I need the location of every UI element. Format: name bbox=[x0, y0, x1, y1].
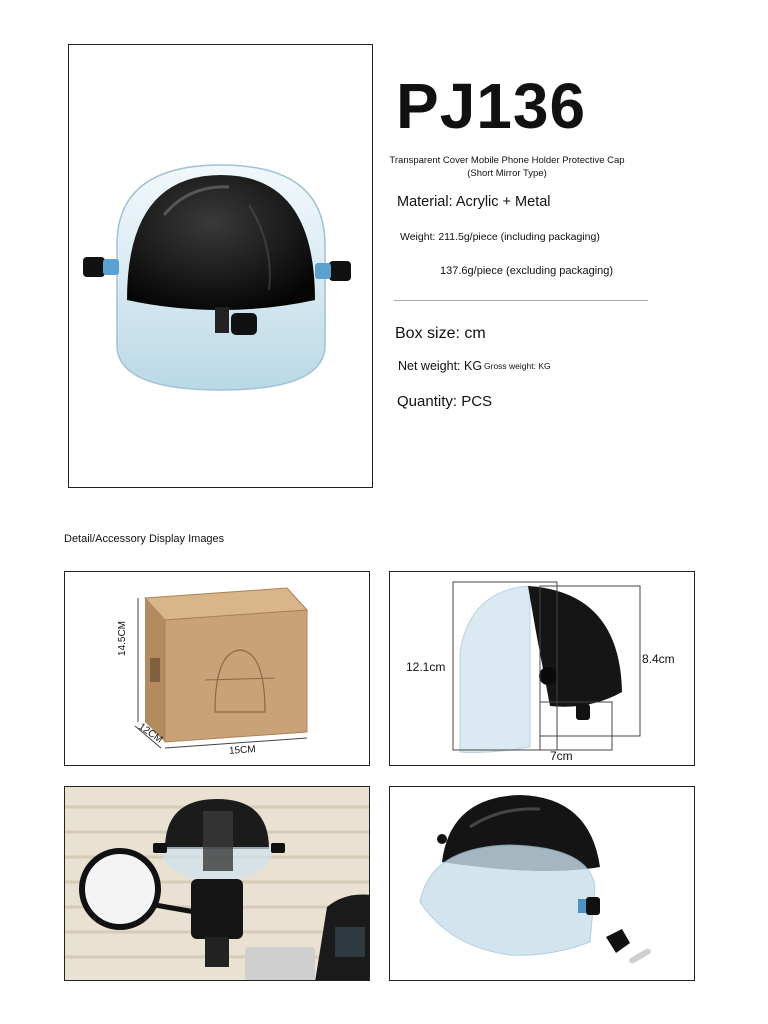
gross-weight-spec: Gross weight: KG bbox=[484, 361, 551, 371]
helmet-depth-label: 7cm bbox=[550, 749, 573, 763]
weight-including-spec: Weight: 211.5g/piece (including packaging) bbox=[400, 231, 600, 243]
motorcycle-scene-illustration bbox=[65, 787, 370, 981]
hero-product-image bbox=[68, 44, 373, 488]
helmet-dimensions-image bbox=[389, 571, 695, 766]
box-dimensions-image bbox=[64, 571, 370, 766]
weight-excluding-spec: 137.6g/piece (excluding packaging) bbox=[440, 265, 614, 277]
quantity-spec: Quantity: PCS bbox=[397, 393, 493, 410]
section-heading: Detail/Accessory Display Images bbox=[64, 533, 225, 545]
material-spec: Material: Acrylic + Metal bbox=[397, 194, 551, 210]
product-name: Transparent Cover Mobile Phone Holder Protective Cap (Short Mirror Type) bbox=[389, 155, 625, 179]
helmet-back-height-label: 8.4cm bbox=[642, 652, 675, 666]
model-title: PJ136 bbox=[396, 70, 587, 142]
helmet-front-height-label: 12.1cm bbox=[406, 660, 446, 674]
motorcycle-mounted-image bbox=[64, 786, 370, 981]
helmet-illustration bbox=[69, 45, 373, 488]
helmet-parts-illustration bbox=[390, 787, 695, 981]
box-depth-label: 12CM bbox=[136, 721, 165, 746]
divider bbox=[394, 300, 648, 301]
net-weight-spec: Net weight: KG bbox=[398, 359, 483, 373]
accessory-parts-image bbox=[389, 786, 695, 981]
box-height-label: 14.5CM bbox=[117, 620, 128, 656]
box-size-spec: Box size: cm bbox=[395, 325, 486, 342]
box-width-label: 15CM bbox=[228, 744, 257, 757]
box-illustration bbox=[65, 572, 370, 766]
